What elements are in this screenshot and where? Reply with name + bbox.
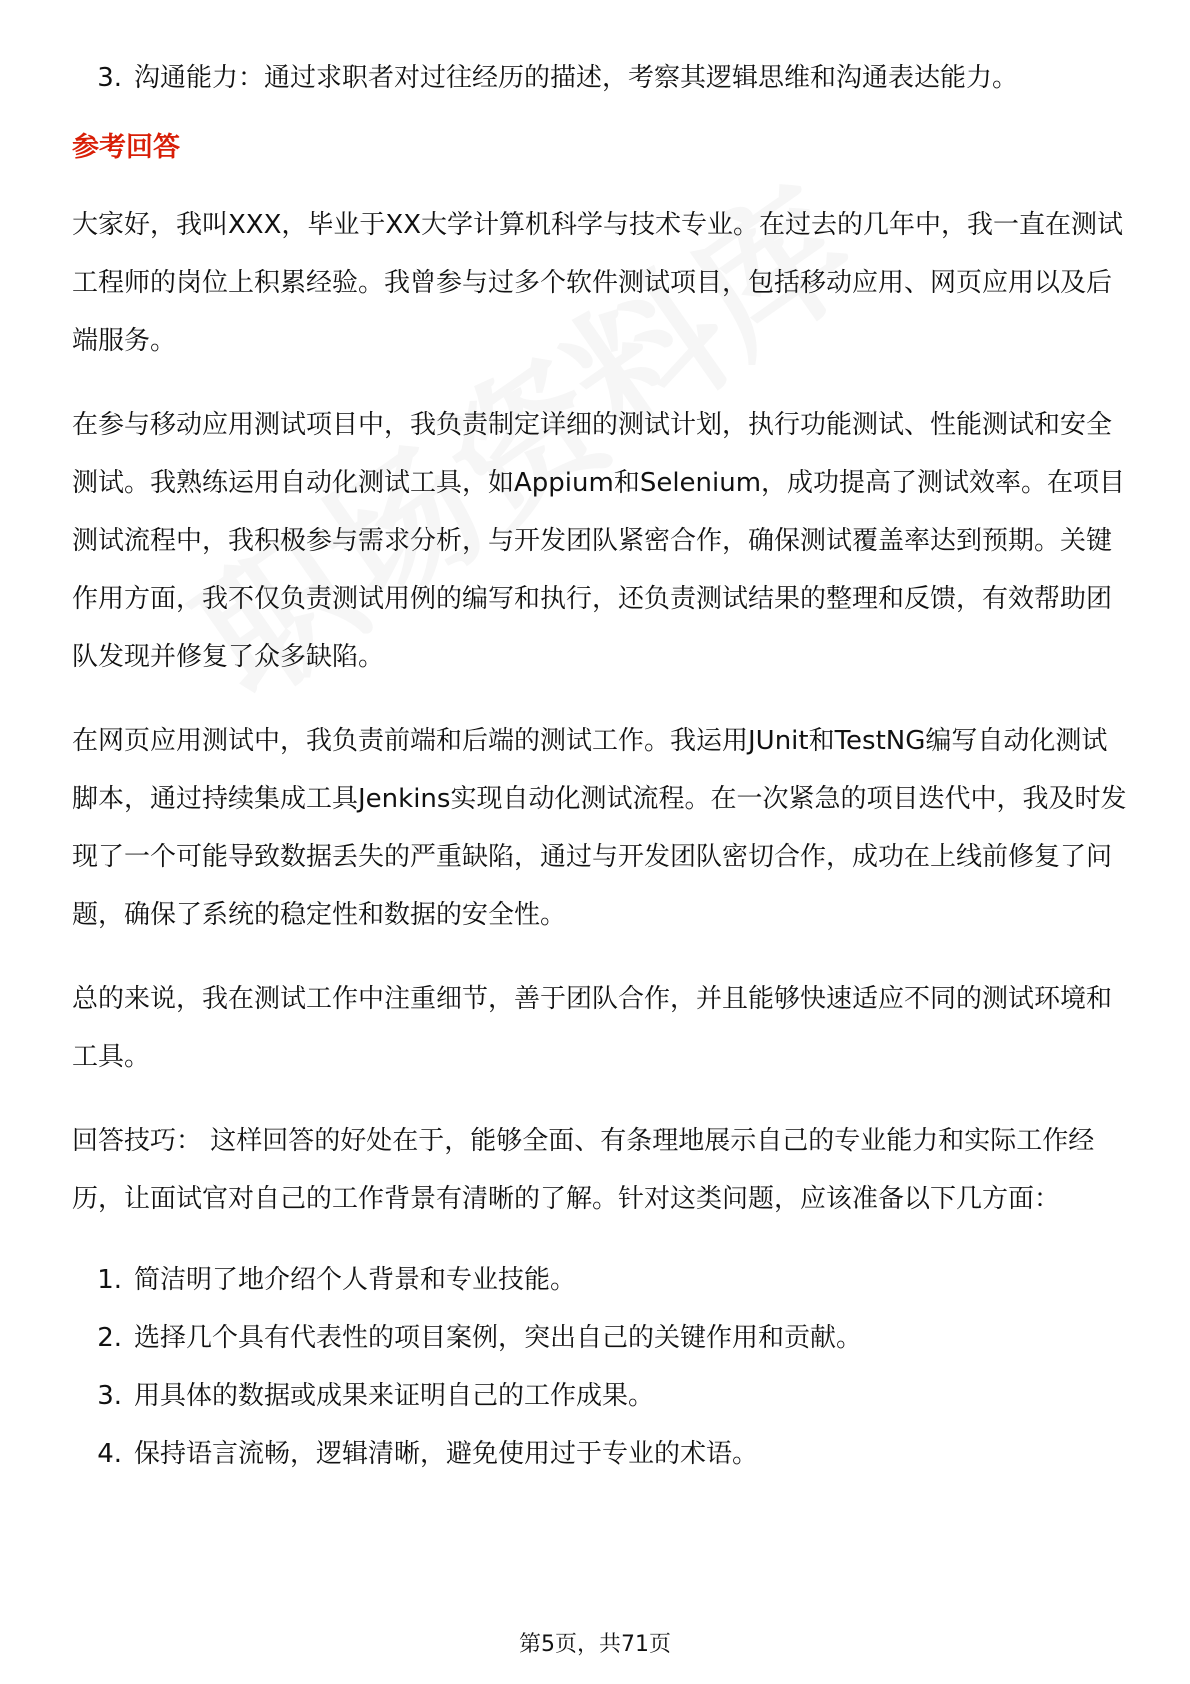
paragraph-web-testing: 在网页应用测试中，我负责前端和后端的测试工作。我运用JUnit和TestNG编写自动化测试脚本，通过持续集成工具Jenkins实现自动化测试流程。在一次紧急的项目迭代中，我及时发现了一个可能导致数据丢失的严重缺陷，通过与开发团队密切合作，成功在上线前修复了问题，确保了系统的稳定性和数据的安全性。 <box>72 726 1127 930</box>
list-number: 2. <box>97 1323 122 1353</box>
list-number: 3. <box>97 1381 122 1411</box>
list-number: 1. <box>97 1265 122 1295</box>
list-text: 简洁明了地介绍个人背景和专业技能。 <box>134 1265 577 1295</box>
paragraph-tips-intro: 回答技巧： 这样回答的好处在于，能够全面、有条理地展示自己的专业能力和实际工作经历，让面试官对自己的工作背景有清晰的了解。针对这类问题，应该准备以下几方面： <box>72 1126 1095 1214</box>
page-footer: 第5页，共71页 <box>519 1632 671 1657</box>
paragraph-mobile-testing: 在参与移动应用测试项目中，我负责制定详细的测试计划，执行功能测试、性能测试和安全测试。我熟练运用自动化测试工具，如Appium和Selenium，成功提高了测试效率。在项目测试流程中，我积极参与需求分析，与开发团队紧密合作，确保测试覆盖率达到预期。关键作用方面，我不仅负责测试用例的编写和执行，还负责测试结果的整理和反馈，有效帮助团队发现并修复了众多缺陷。 <box>72 410 1126 672</box>
list-item <box>72 1434 1132 1474</box>
list-text: 保持语言流畅，逻辑清晰，避免使用过于专业的术语。 <box>134 1439 759 1469</box>
list-text: 用具体的数据或成果来证明自己的工作成果。 <box>134 1381 655 1411</box>
list-text: 沟通能力：通过求职者对过往经历的描述，考察其逻辑思维和沟通表达能力。 <box>134 63 1019 93</box>
list-item <box>72 58 1132 98</box>
page-content <box>72 58 1132 1492</box>
section-heading: 参考回答 <box>72 132 180 163</box>
list-item <box>72 1260 1132 1300</box>
list-item <box>72 1376 1132 1416</box>
list-number: 3. <box>97 63 122 93</box>
tips-list <box>72 1260 1132 1474</box>
paragraph-intro: 大家好，我叫XXX，毕业于XX大学计算机科学与技术专业。在过去的几年中，我一直在测试工程师的岗位上积累经验。我曾参与过多个软件测试项目，包括移动应用、网页应用以及后端服务。 <box>72 210 1124 356</box>
list-number: 4. <box>97 1439 122 1469</box>
list-item <box>72 1318 1132 1358</box>
paragraph-summary: 总的来说，我在测试工作中注重细节，善于团队合作，并且能够快速适应不同的测试环境和工具。 <box>72 984 1113 1072</box>
list-text: 选择几个具有代表性的项目案例，突出自己的关键作用和贡献。 <box>134 1323 863 1353</box>
